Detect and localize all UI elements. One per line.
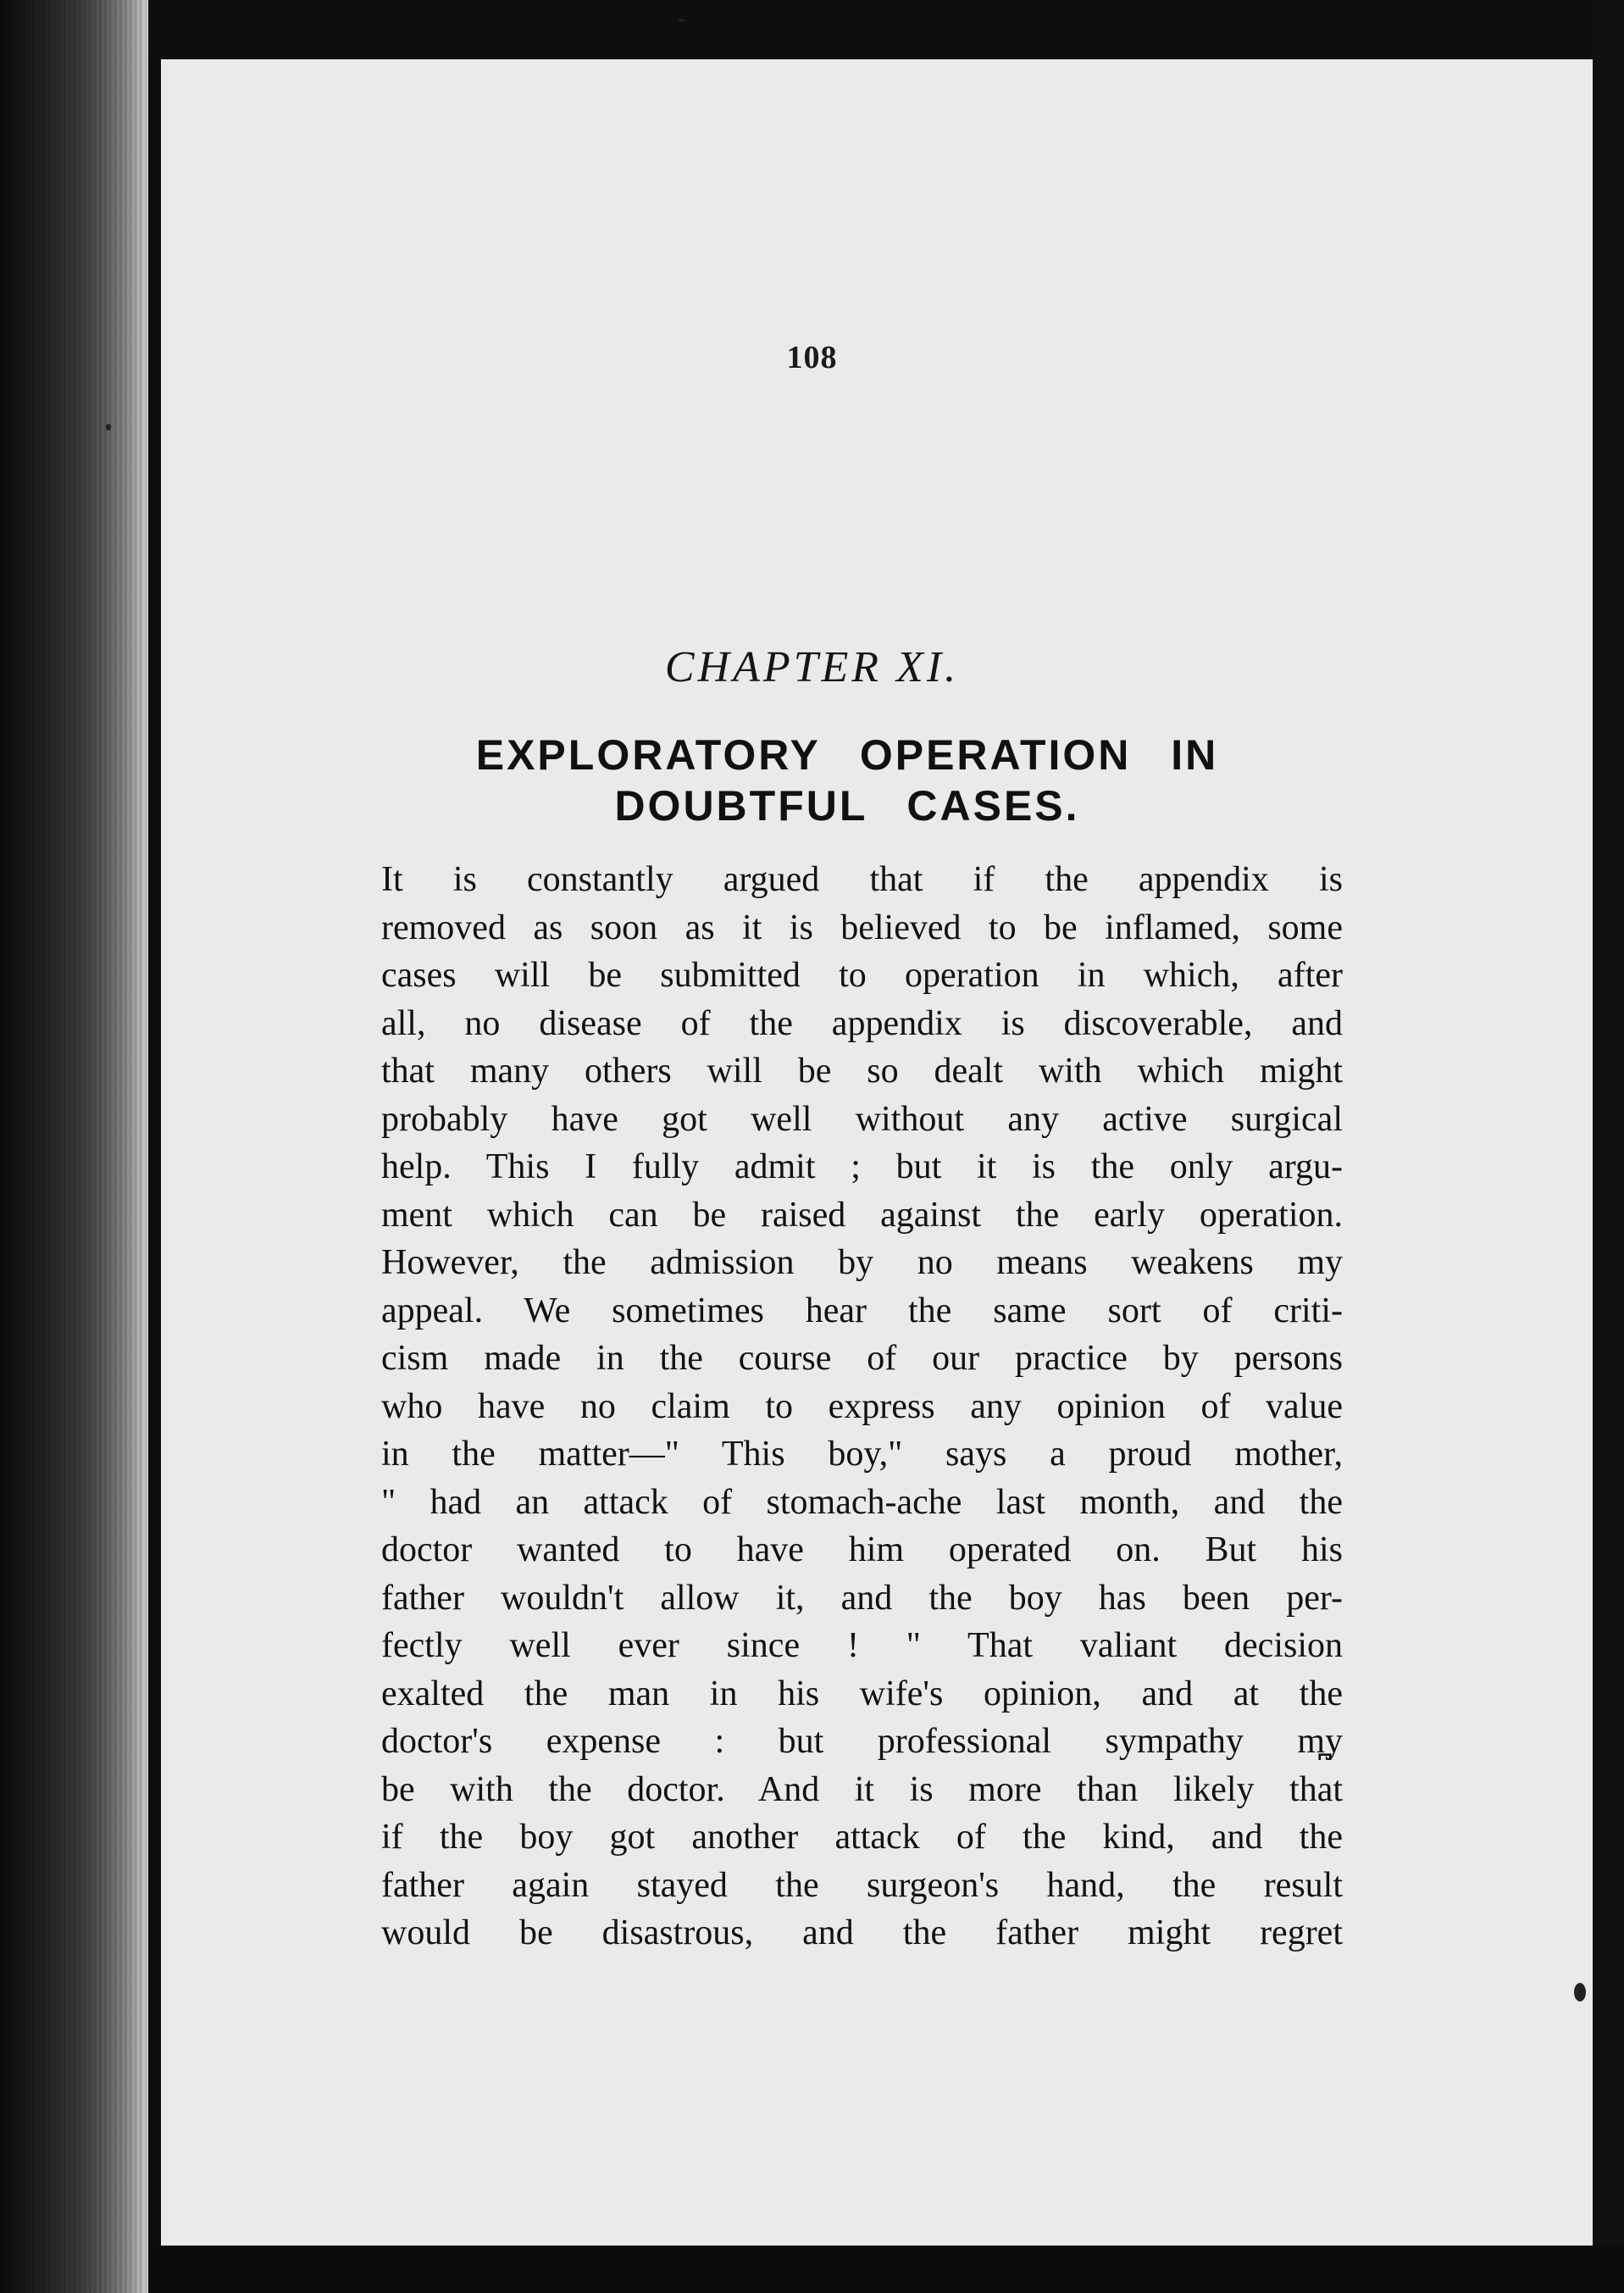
text-line: if the boy got another attack of the kind, and the (381, 1818, 1343, 1857)
text-line: who have no claim to express any opinion of value (381, 1386, 1343, 1426)
text-line: cism made in the course of our practice by persons (381, 1339, 1343, 1378)
text-line: would be disastrous, and the father might regret (381, 1913, 1343, 1952)
chapter-heading: CHAPTER XI. (664, 643, 960, 691)
scan-bottom-edge (148, 2246, 1624, 2293)
scan-top-edge (0, 0, 1624, 59)
text-line: father again stayed the surgeon's hand, the result (381, 1865, 1343, 1905)
dust-speck (1574, 1983, 1586, 2002)
text-line: be with the doctor. And it is more than likely that (381, 1769, 1343, 1809)
page-number: 108 (786, 340, 838, 375)
text-line: ment which can be raised against the early operation. (381, 1195, 1343, 1235)
text-line: all, no disease of the appendix is discoverable, and (381, 1003, 1343, 1043)
text-line: father wouldn't allow it, and the boy has been per- (381, 1578, 1343, 1618)
text-line: cases will be submitted to operation in which, after (381, 956, 1343, 995)
body-paragraph (381, 856, 1343, 1957)
dust-speck (678, 19, 685, 22)
text-line: removed as soon as it is believed to be inflamed, some (381, 908, 1343, 947)
dust-speck (106, 424, 111, 430)
text-line: in the matter—" This boy," says a proud mother, (381, 1435, 1343, 1474)
text-line: It is constantly argued that if the appendix is (381, 860, 1343, 899)
text-line: doctor wanted to have him operated on. But his (381, 1530, 1343, 1569)
text-line: exalted the man in his wife's opinion, and at the (381, 1674, 1343, 1713)
text-line: help. This I fully admit ; but it is the only argu- (381, 1147, 1343, 1186)
text-line: probably have got well without any active surgical (381, 1099, 1343, 1139)
text-line: that many others will be so dealt with which might (381, 1052, 1343, 1091)
chapter-title-line: EXPLORATORY OPERATION IN (475, 731, 1219, 779)
chapter-title-line: DOUBTFUL CASES. (614, 782, 1080, 830)
text-line: appeal. We sometimes hear the same sort of criti- (381, 1291, 1343, 1330)
text-line: doctor's expense : but professional sympathy m̪y (381, 1722, 1343, 1761)
text-line: " had an attack of stomach-ache last month, and the (381, 1482, 1343, 1522)
text-line: However, the admission by no means weakens my (381, 1243, 1343, 1282)
text-line: fectly well ever since ! " That valiant decision (381, 1626, 1343, 1665)
